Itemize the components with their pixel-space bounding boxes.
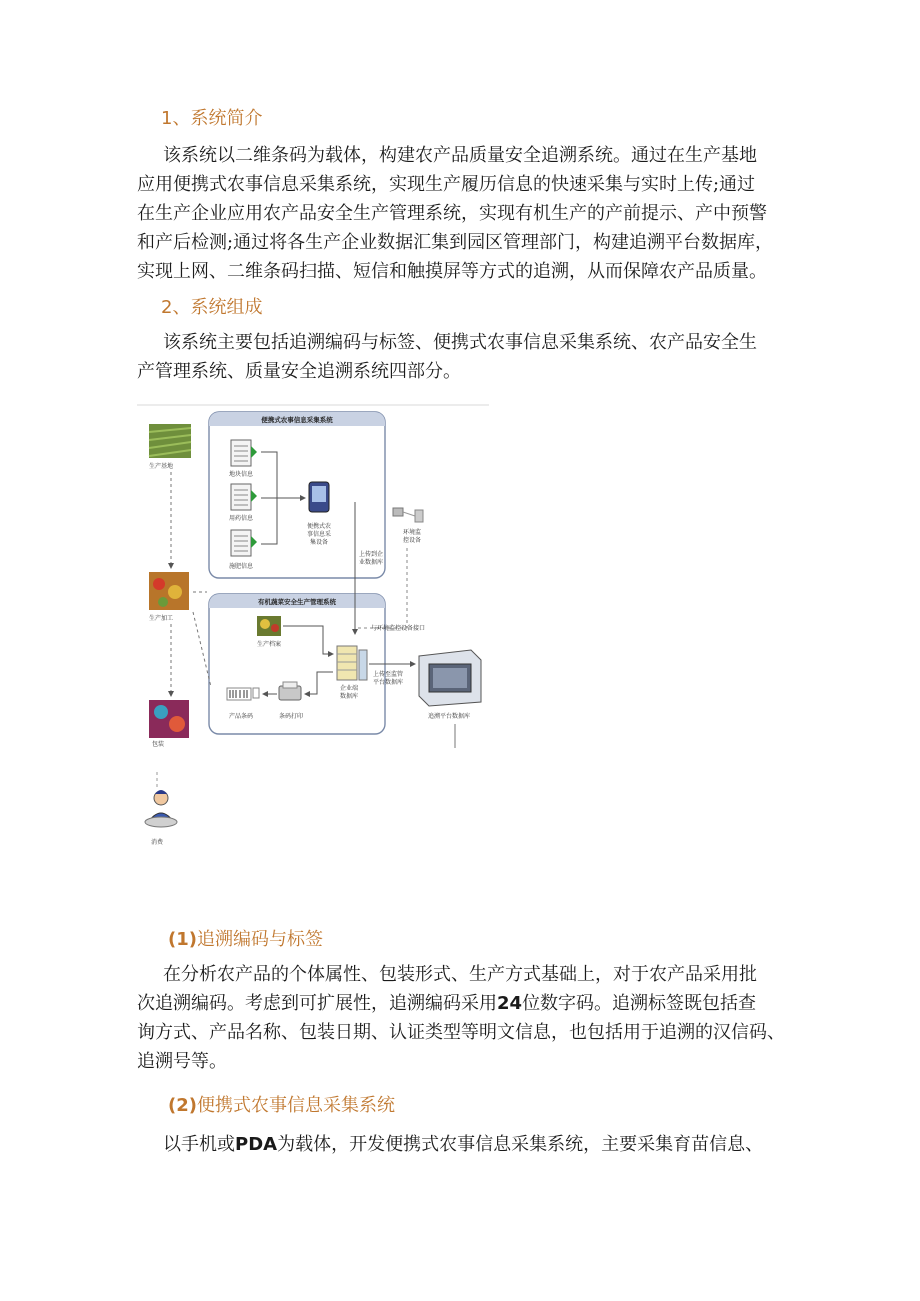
environment-label-2: 控设备 xyxy=(403,537,422,544)
paragraph-line: 在生产企业应用农产品安全生产管理系统，实现有机生产的产前提示、产中预警 xyxy=(137,203,767,224)
product-barcode-label: 产品条码 xyxy=(228,713,254,720)
traceability-system-diagram xyxy=(137,402,492,748)
processing-label: 生产加工 xyxy=(149,615,174,622)
field-label: 生产基地 xyxy=(149,463,174,470)
paragraph-line: 询方式、产品名称、包装日期、认证类型等明文信息，也包括用于追溯的汉信码、 xyxy=(137,1022,785,1043)
consumer-label: 消费 xyxy=(151,839,164,846)
plot-info-label: 地块信息 xyxy=(228,471,254,478)
section-2-paragraph xyxy=(137,328,797,386)
pda-label-1: 便携式农 xyxy=(306,523,332,530)
packaging-label: 包装 xyxy=(152,741,165,748)
upload-enterprise-label-1: 上传到企 xyxy=(359,551,384,558)
platform-server-icon xyxy=(419,650,481,706)
pda-label-3: 集设备 xyxy=(309,539,329,546)
box1-title: 便携式农事信息采集系统 xyxy=(261,416,333,424)
upload-enterprise-label-2: 业数据库 xyxy=(359,559,384,566)
paragraph-line: 产管理系统、质量安全追溯系统四部分。 xyxy=(137,361,461,382)
subsection-2-heading: (2)便携式农事信息采集系统 xyxy=(168,1095,395,1116)
barcode-print-label: 条码打印 xyxy=(278,713,304,720)
production-archive-label: 生产档案 xyxy=(256,641,282,648)
paragraph-line: 在分析农产品的个体属性、包装形式、生产方式基础上，对于农产品采用批 xyxy=(163,964,757,985)
section-2-heading: 2、系统组成 xyxy=(161,297,263,318)
platform-label: 追溯平台数据库 xyxy=(427,713,471,720)
environment-device-icon xyxy=(393,508,423,522)
product-barcode-icon xyxy=(227,688,259,700)
pda-device-icon xyxy=(309,482,329,512)
field-image xyxy=(149,424,191,458)
pda-label-2: 事信息采 xyxy=(306,531,332,538)
paragraph-line: 追溯号等。 xyxy=(137,1051,227,1072)
production-archive-image xyxy=(257,616,281,636)
subsection-1-heading: (1)追溯编码与标签 xyxy=(168,929,323,950)
upload-platform-label-1: 上传至监管 xyxy=(373,671,404,678)
paragraph-line: 和产后检测;通过将各生产企业数据汇集到园区管理部门，构建追溯平台数据库， xyxy=(137,232,774,253)
box2-title: 有机蔬菜安全生产管理系统 xyxy=(258,598,336,606)
enterprise-db-label-1: 企业端 xyxy=(339,685,359,692)
subsection-1-paragraph xyxy=(137,960,797,1076)
subsection-2-paragraph xyxy=(137,1130,797,1159)
paragraph-line: 该系统主要包括追溯编码与标签、便携式农事信息采集系统、农产品安全生 xyxy=(163,332,757,353)
enterprise-db-label-2: 数据库 xyxy=(339,693,359,700)
section-1-heading: 1、系统简介 xyxy=(161,108,263,129)
paragraph-line: 实现上网、二维条码扫描、短信和触摸屏等方式的追溯，从而保障农产品质量。 xyxy=(137,261,767,282)
pesticide-info-label: 用药信息 xyxy=(228,515,254,522)
enterprise-database-icon xyxy=(337,646,367,680)
section-1-paragraph xyxy=(137,141,797,286)
processing-image xyxy=(149,572,189,610)
paragraph-line: 次追溯编码。考虑到可扩展性，追溯编码采用24位数字码。追溯标签既包括查 xyxy=(137,993,757,1014)
environment-label-1: 环境监 xyxy=(403,529,422,536)
consumer-image xyxy=(137,772,187,850)
environment-interface-label: 与环境监控设备接口 xyxy=(371,625,426,632)
paragraph-line: 该系统以二维条码为载体，构建农产品质量安全追溯系统。通过在生产基地 xyxy=(163,145,757,166)
fertilizer-info-label: 施肥信息 xyxy=(228,563,254,570)
paragraph-line: 以手机或PDA为载体，开发便携式农事信息采集系统，主要采集育苗信息、 xyxy=(163,1134,764,1155)
paragraph-line: 应用便携式农事信息采集系统，实现生产履历信息的快速采集与实时上传;通过 xyxy=(137,174,756,195)
upload-platform-label-2: 平台数据库 xyxy=(373,679,404,686)
packaging-image xyxy=(149,700,189,738)
